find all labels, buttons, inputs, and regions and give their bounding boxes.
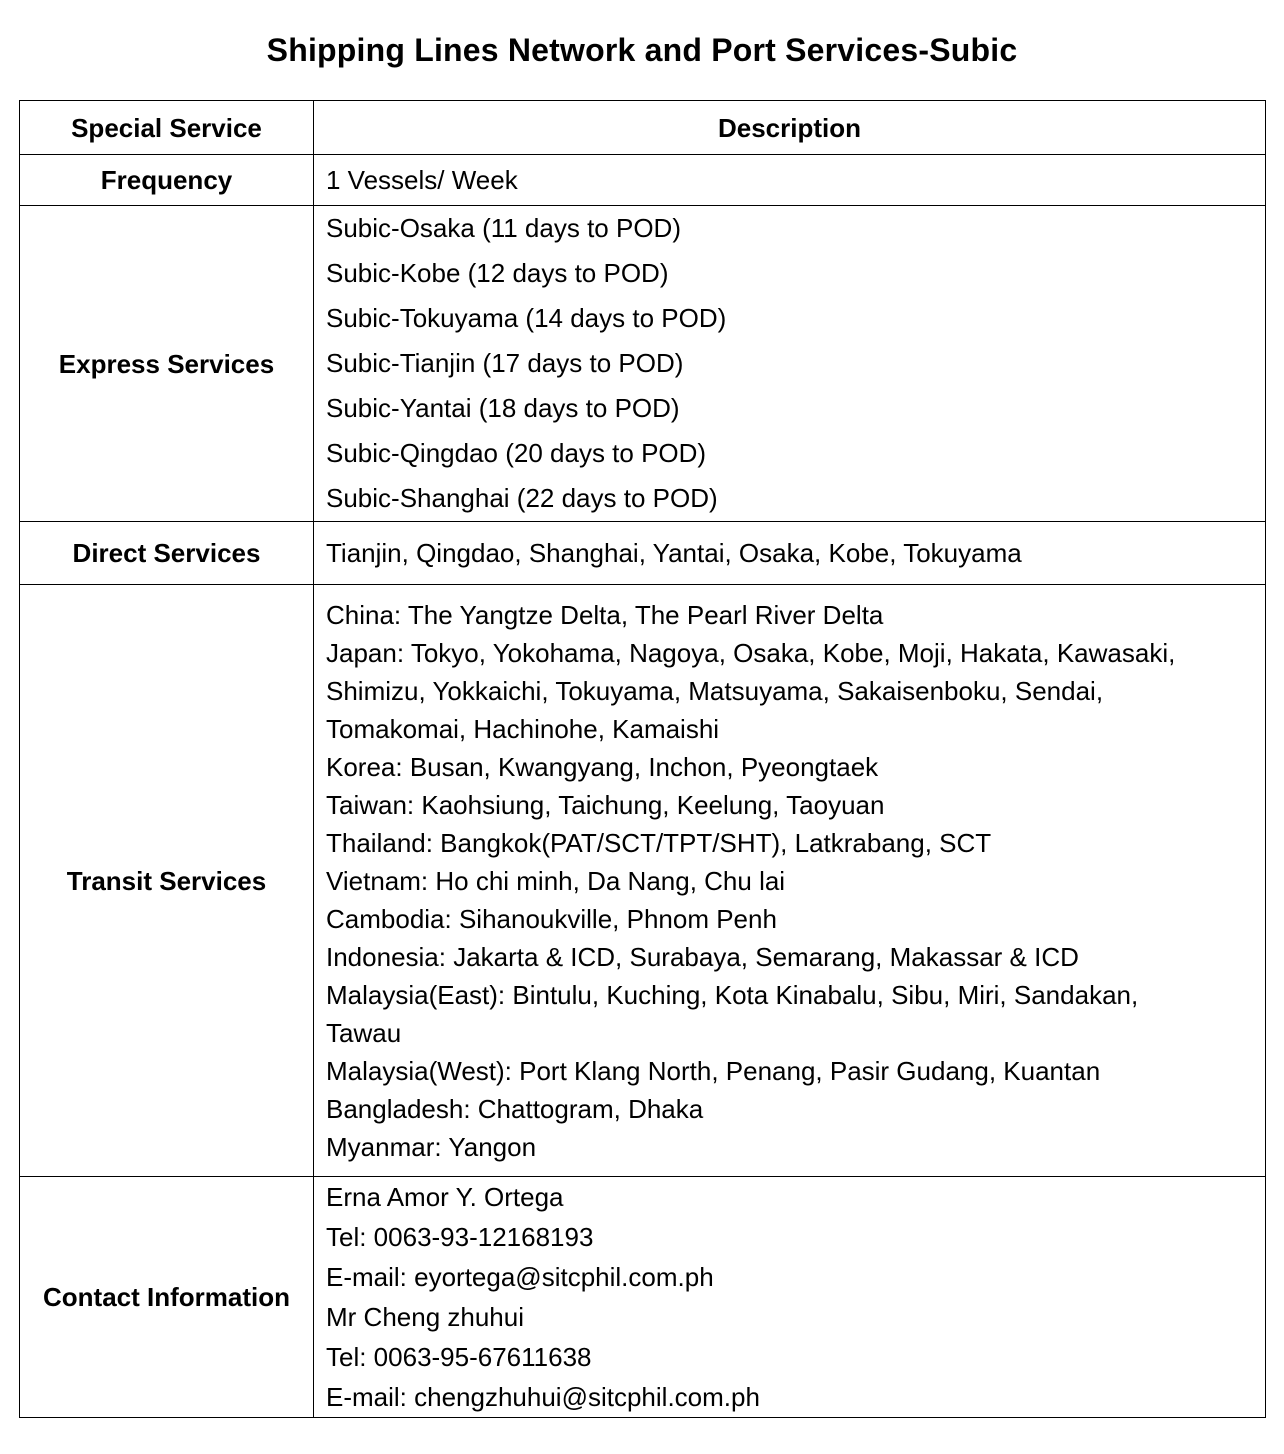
- direct-services-value: Tianjin, Qingdao, Shanghai, Yantai, Osaka, Kobe, Tokuyama: [326, 538, 1022, 568]
- transit-line: Tawau: [326, 1017, 402, 1048]
- transit-line: China: The Yangtze Delta, The Pearl River Delta: [326, 599, 884, 630]
- express-route: Subic-Shanghai (22 days to POD): [326, 483, 718, 513]
- transit-services-list: [314, 585, 1266, 1177]
- contact-name: Mr Cheng zhuhui: [326, 1302, 524, 1332]
- page-title: Shipping Lines Network and Port Services-Subic: [266, 32, 1018, 68]
- express-route: Subic-Yantai (18 days to POD): [326, 393, 680, 423]
- transit-line: Bangladesh: Chattogram, Dhaka: [326, 1093, 704, 1124]
- contact-information-list: [314, 1177, 1266, 1418]
- express-route: Subic-Qingdao (20 days to POD): [326, 438, 707, 468]
- table-row-express: [20, 206, 1266, 522]
- header-special-service: Special Service: [20, 101, 314, 155]
- header-description: Description: [314, 101, 1266, 155]
- express-services-label: Express Services: [20, 206, 314, 522]
- contact-phone: Tel: 0063-93-12168193: [326, 1222, 594, 1252]
- transit-line: Japan: Tokyo, Yokohama, Nagoya, Osaka, Kobe, Moji, Hakata, Kawasaki,: [326, 637, 1176, 668]
- transit-services-label: Transit Services: [20, 585, 314, 1177]
- transit-line: Indonesia: Jakarta & ICD, Surabaya, Semarang, Makassar & ICD: [326, 941, 1079, 972]
- transit-line: Malaysia(East): Bintulu, Kuching, Kota Kinabalu, Sibu, Miri, Sandakan,: [326, 979, 1139, 1010]
- table-row-direct: [20, 522, 1266, 585]
- table-row-transit: [20, 585, 1266, 1177]
- transit-line: Tomakomai, Hachinohe, Kamaishi: [326, 713, 720, 744]
- frequency-value-cell: [314, 155, 1266, 206]
- transit-line: Myanmar: Yangon: [326, 1131, 537, 1162]
- express-route: Subic-Kobe (12 days to POD): [326, 258, 669, 288]
- transit-line: Malaysia(West): Port Klang North, Penang, Pasir Gudang, Kuantan: [326, 1055, 1101, 1086]
- transit-line: Korea: Busan, Kwangyang, Inchon, Pyeongtaek: [326, 751, 879, 782]
- table-header-row: [20, 101, 1266, 155]
- express-route: Subic-Tianjin (17 days to POD): [326, 348, 684, 378]
- direct-services-cell: [314, 522, 1266, 585]
- contact-phone: Tel: 0063-95-67611638: [326, 1342, 592, 1372]
- transit-line: Cambodia: Sihanoukville, Phnom Penh: [326, 903, 777, 934]
- express-route: Subic-Osaka (11 days to POD): [326, 213, 681, 243]
- services-table: [19, 100, 1266, 1418]
- direct-services-label: Direct Services: [20, 522, 314, 585]
- transit-line: Taiwan: Kaohsiung, Taichung, Keelung, Taoyuan: [326, 789, 885, 820]
- express-route: Subic-Tokuyama (14 days to POD): [326, 303, 727, 333]
- express-services-list: [314, 206, 1266, 522]
- table-row-frequency: [20, 155, 1266, 206]
- frequency-value: 1 Vessels/ Week: [326, 165, 518, 195]
- contact-email: E-mail: eyortega@sitcphil.com.ph: [326, 1262, 714, 1292]
- transit-line: Vietnam: Ho chi minh, Da Nang, Chu lai: [326, 865, 786, 896]
- contact-email: E-mail: chengzhuhui@sitcphil.com.ph: [326, 1382, 760, 1412]
- contact-information-label: Contact Information: [20, 1177, 314, 1418]
- transit-line: Shimizu, Yokkaichi, Tokuyama, Matsuyama, Sakaisenboku, Sendai,: [326, 675, 1104, 706]
- table-row-contact: [20, 1177, 1266, 1418]
- transit-line: Thailand: Bangkok(PAT/SCT/TPT/SHT), Latkrabang, SCT: [326, 827, 992, 858]
- contact-name: Erna Amor Y. Ortega: [326, 1182, 564, 1212]
- frequency-label: Frequency: [20, 155, 314, 206]
